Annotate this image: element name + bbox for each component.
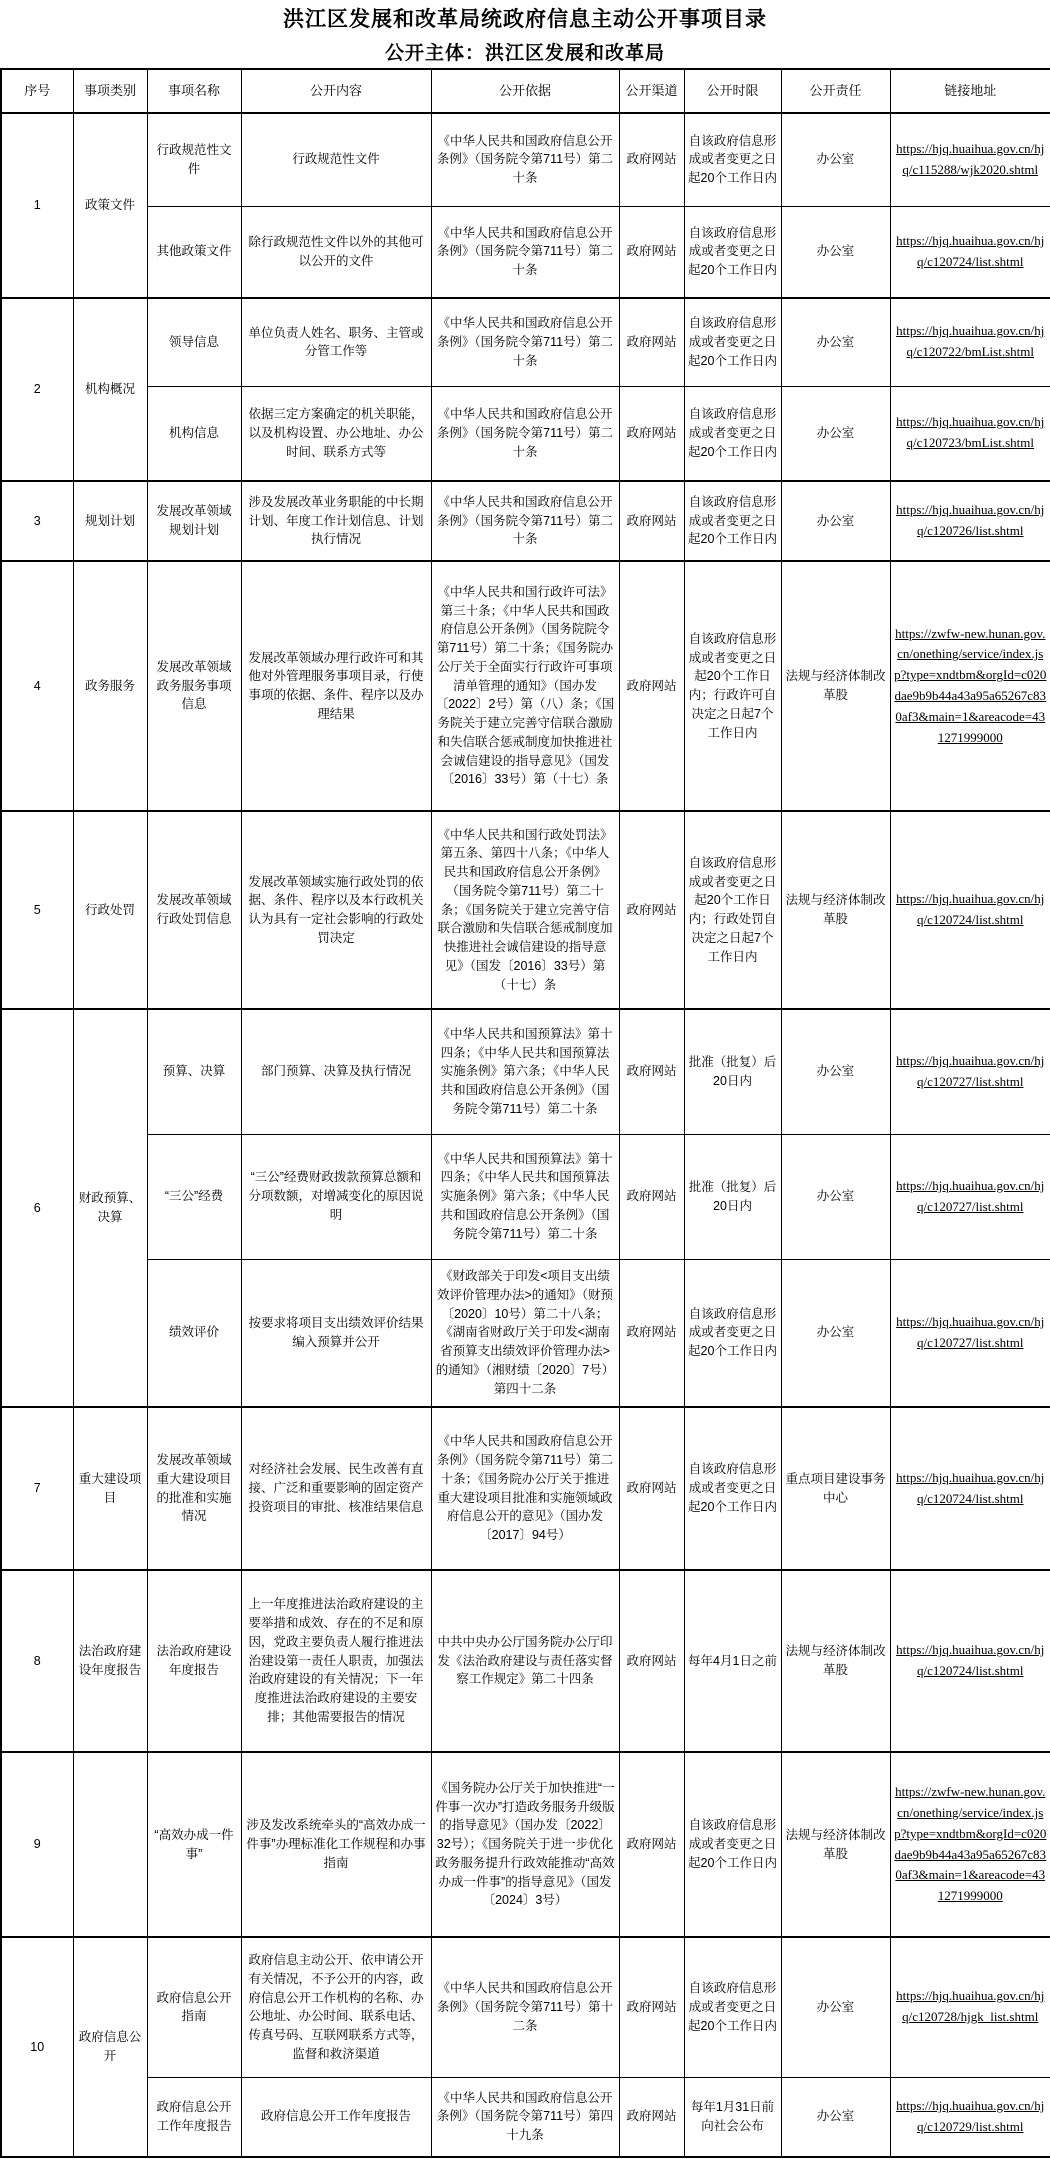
cell-basis: 中共中央办公厅国务院办公厅印发《法治政府建设与责任落实督察工作规定》第二十四条 — [431, 1570, 619, 1752]
cell-responsibility: 办公室 — [781, 1134, 890, 1259]
cell-content: 部门预算、决算及执行情况 — [241, 1009, 431, 1134]
table-row — [1, 386, 1050, 481]
col-header-serial: 序号 — [1, 69, 73, 113]
link-url[interactable]: https://hjq.huaihua.gov.cn/hjq/c120728/hjgk_list.shtml — [896, 1988, 1045, 2025]
cell-time-limit: 自该政府信息形成或者变更之日起20个工作日内 — [684, 481, 781, 561]
cell-serial: 1 — [1, 113, 73, 298]
link-url[interactable]: https://hjq.huaihua.gov.cn/hjq/c120724/list.shtml — [896, 1469, 1045, 1506]
cell-channel: 政府网站 — [619, 1407, 684, 1570]
cell-link — [890, 481, 1050, 561]
table-row — [1, 113, 1050, 206]
cell-item-name: “高效办成一件事” — [147, 1752, 241, 1937]
table-row — [1, 481, 1050, 561]
header-row — [1, 69, 1050, 113]
cell-category: 政府信息公开 — [73, 1937, 147, 2157]
cell-basis: 《中华人民共和国预算法》第十四条；《中华人民共和国预算法实施条例》第六条；《中华人民共和国政府信息公开条例》（国务院令第711号）第二十条 — [431, 1134, 619, 1259]
cell-item-name: 发展改革领域规划计划 — [147, 481, 241, 561]
cell-time-limit: 每年1月31日前向社会公布 — [684, 2077, 781, 2157]
cell-responsibility: 办公室 — [781, 298, 890, 386]
cell-channel: 政府网站 — [619, 298, 684, 386]
link-url[interactable]: https://hjq.huaihua.gov.cn/hjq/c120724/list.shtml — [896, 891, 1045, 927]
cell-content: 上一年度推进法治政府建设的主要举措和成效、存在的不足和原因，党政主要负责人履行推进法治建设第一责任人职责，加强法治政府建设的有关情况；下一年度推进法治政府建设的主要安排；其他需要报告的情况 — [241, 1570, 431, 1752]
cell-item-name: 领导信息 — [147, 298, 241, 386]
cell-channel: 政府网站 — [619, 206, 684, 298]
cell-link — [890, 2077, 1050, 2157]
cell-content: 依据三定方案确定的机关职能，以及机构设置、办公地址、办公时间、联系方式等 — [241, 386, 431, 481]
cell-link — [890, 561, 1050, 811]
cell-channel: 政府网站 — [619, 2077, 684, 2157]
table-row — [1, 1937, 1050, 2077]
cell-item-name: 绩效评价 — [147, 1259, 241, 1407]
cell-content: 发展改革领域实施行政处罚的依据、条件、程序以及本行政机关认为具有一定社会影响的行政处罚决定 — [241, 811, 431, 1009]
cell-content: 对经济社会发展、民生改善有直接、广泛和重要影响的固定资产投资项目的审批、核准结果信息 — [241, 1407, 431, 1570]
cell-serial: 10 — [1, 1937, 73, 2157]
cell-category: 法治政府建设年度报告 — [73, 1570, 147, 1752]
cell-content: 行政规范性文件 — [241, 113, 431, 206]
cell-responsibility: 办公室 — [781, 1937, 890, 2077]
cell-category: 财政预算、决算 — [73, 1009, 147, 1407]
cell-content: 按要求将项目支出绩效评价结果编入预算并公开 — [241, 1259, 431, 1407]
cell-category — [73, 1752, 147, 1937]
cell-responsibility: 法规与经济体制改革股 — [781, 811, 890, 1009]
cell-serial: 2 — [1, 298, 73, 481]
cell-content: 涉及发改系统牵头的“高效办成一件事”办理标准化工作规程和办事指南 — [241, 1752, 431, 1937]
cell-channel: 政府网站 — [619, 1752, 684, 1937]
table-row — [1, 298, 1050, 386]
cell-serial: 8 — [1, 1570, 73, 1752]
cell-item-name: 机构信息 — [147, 386, 241, 481]
cell-time-limit: 自该政府信息形成或者变更之日起20个工作日内 — [684, 113, 781, 206]
cell-channel: 政府网站 — [619, 481, 684, 561]
col-header-content: 公开内容 — [241, 69, 431, 113]
link-url[interactable]: https://hjq.huaihua.gov.cn/hjq/c120722/bmList.shtml — [896, 323, 1045, 360]
cell-responsibility: 办公室 — [781, 2077, 890, 2157]
cell-responsibility: 法规与经济体制改革股 — [781, 561, 890, 811]
cell-channel: 政府网站 — [619, 113, 684, 206]
table-row — [1, 1009, 1050, 1134]
cell-responsibility: 法规与经济体制改革股 — [781, 1570, 890, 1752]
cell-category: 政务服务 — [73, 561, 147, 811]
cell-responsibility: 办公室 — [781, 386, 890, 481]
cell-basis: 《中华人民共和国预算法》第十四条；《中华人民共和国预算法实施条例》第六条；《中华人民共和国政府信息公开条例》（国务院令第711号）第二十条 — [431, 1009, 619, 1134]
cell-channel: 政府网站 — [619, 561, 684, 811]
col-header-link: 链接地址 — [890, 69, 1050, 113]
cell-time-limit: 自该政府信息形成或者变更之日起20个工作日内 — [684, 206, 781, 298]
cell-responsibility: 办公室 — [781, 481, 890, 561]
cell-basis: 《中华人民共和国政府信息公开条例》（国务院令第711号）第二十条 — [431, 386, 619, 481]
cell-channel: 政府网站 — [619, 1937, 684, 2077]
link-url[interactable]: https://hjq.huaihua.gov.cn/hjq/c120729/list.shtml — [896, 2097, 1045, 2134]
cell-serial: 3 — [1, 481, 73, 561]
cell-basis: 《中华人民共和国行政处罚法》第五条、第四十八条；《中华人民共和国政府信息公开条例》（国务院令第711号）第二十条；《国务院关于建立完善守信联合激励和失信联合惩戒制度加快推进社会诚信建设的指导意见》（国发〔2016〕33号）第（十七）条 — [431, 811, 619, 1009]
cell-link — [890, 298, 1050, 386]
col-header-item-name: 事项名称 — [147, 69, 241, 113]
cell-serial: 9 — [1, 1752, 73, 1937]
cell-item-name: 政府信息公开指南 — [147, 1937, 241, 2077]
cell-content: 政府信息公开工作年度报告 — [241, 2077, 431, 2157]
cell-time-limit: 自该政府信息形成或者变更之日起20个工作日内 — [684, 1937, 781, 2077]
cell-item-name: 行政规范性文 件 — [147, 113, 241, 206]
cell-item-name: 发展改革领域行政处罚信息 — [147, 811, 241, 1009]
cell-link — [890, 386, 1050, 481]
cell-time-limit: 自该政府信息形成或者变更之日起20个工作日内；行政许可自决定之日起7个工作日内 — [684, 561, 781, 811]
cell-time-limit: 自该政府信息形成或者变更之日起20个工作日内 — [684, 1407, 781, 1570]
cell-basis: 《中华人民共和国政府信息公开条例》（国务院令第711号）第二十条 — [431, 298, 619, 386]
link-url[interactable]: https://hjq.huaihua.gov.cn/hjq/c120724/list.shtml — [896, 1642, 1045, 1678]
cell-basis: 《中华人民共和国政府信息公开条例》（国务院令第711号）第二十条 — [431, 206, 619, 298]
page-title: 洪江区发展和改革局统政府信息主动公开事项目录 — [283, 7, 767, 31]
cell-responsibility: 办公室 — [781, 206, 890, 298]
cell-channel: 政府网站 — [619, 1570, 684, 1752]
cell-serial: 7 — [1, 1407, 73, 1570]
cell-link — [890, 1570, 1050, 1752]
cell-time-limit: 每年4月1日之前 — [684, 1570, 781, 1752]
cell-item-name: 法治政府建设年度报告 — [147, 1570, 241, 1752]
cell-basis: 《中华人民共和国政府信息公开条例》（国务院令第711号）第二十条 — [431, 113, 619, 206]
cell-time-limit: 批准（批复）后20日内 — [684, 1134, 781, 1259]
link-url[interactable]: https://hjq.huaihua.gov.cn/hjq/c120727/list.shtml — [896, 1313, 1045, 1350]
cell-basis: 《中华人民共和国行政许可法》第三十条；《中华人民共和国政府信息公开条例》（国务院院令第711号）第二十条；《国务院办公厅关于全面实行行政许可事项清单管理的通知》（国办发〔2022〕2号）第（八）条；《国务院关于建立完善守信联合激励和失信联合惩戒制度加快推进社会诚信建设的指导意见》（国发〔2016〕33号）第（十七）条 — [431, 561, 619, 811]
cell-time-limit: 自该政府信息形成或者变更之日起20个工作日内 — [684, 1752, 781, 1937]
cell-link — [890, 206, 1050, 298]
table-row — [1, 561, 1050, 811]
cell-responsibility: 办公室 — [781, 1009, 890, 1134]
table-row — [1, 1259, 1050, 1407]
cell-time-limit: 自该政府信息形成或者变更之日起20个工作日内；行政处罚自决定之日起7个工作日内 — [684, 811, 781, 1009]
cell-channel: 政府网站 — [619, 811, 684, 1009]
cell-time-limit: 自该政府信息形成或者变更之日起20个工作日内 — [684, 386, 781, 481]
cell-time-limit: 批准（批复）后20日内 — [684, 1009, 781, 1134]
cell-basis: 《国务院办公厅关于加快推进“一件事一次办”打造政务服务升级版的指导意见》（国办发〔2022〕32号）；《国务院关于进一步优化政务服务提升行政效能推动“高效办成一件事”的指导意见》（国发〔2024〕3号） — [431, 1752, 619, 1937]
table-row — [1, 1407, 1050, 1570]
cell-basis: 《中华人民共和国政府信息公开条例》（国务院令第711号）第二十条 — [431, 481, 619, 561]
cell-content: 政府信息主动公开、依申请公开有关情况，不予公开的内容，政府信息公开工作机构的名称、办公地址、办公时间、联系电话、传真号码、互联网联系方式等，监督和救济渠道 — [241, 1937, 431, 2077]
cell-basis: 《中华人民共和国政府信息公开条例》（国务院令第711号）第二十条；《国务院办公厅关于推进重大建设项目批准和实施领域政府信息公开的意见》（国办发〔2017〕94号） — [431, 1407, 619, 1570]
col-header-category: 事项类别 — [73, 69, 147, 113]
cell-item-name: “三公”经费 — [147, 1134, 241, 1259]
link-url[interactable]: https://hjq.huaihua.gov.cn/hjq/c120726/list.shtml — [896, 502, 1045, 538]
cell-item-name: 预算、决算 — [147, 1009, 241, 1134]
cell-item-name: 其他政策文件 — [147, 206, 241, 298]
cell-time-limit: 自该政府信息形成或者变更之日起20个工作日内 — [684, 1259, 781, 1407]
cell-basis: 《中华人民共和国政府信息公开条例》（国务院令第711号）第四十九条 — [431, 2077, 619, 2157]
cell-responsibility: 办公室 — [781, 1259, 890, 1407]
cell-link — [890, 113, 1050, 206]
cell-link — [890, 1407, 1050, 1570]
cell-channel: 政府网站 — [619, 1009, 684, 1134]
cell-link — [890, 1009, 1050, 1134]
cell-category: 重大建设项目 — [73, 1407, 147, 1570]
cell-link — [890, 1937, 1050, 2077]
cell-content: 发展改革领域办理行政许可和其他对外管理服务事项目录，行使事项的依据、条件、程序以及办理结果 — [241, 561, 431, 811]
cell-channel: 政府网站 — [619, 386, 684, 481]
cell-category: 行政处罚 — [73, 811, 147, 1009]
link-url[interactable]: https://hjq.huaihua.gov.cn/hjq/c120723/bmList.shtml — [896, 414, 1045, 451]
table-row — [1, 1752, 1050, 1937]
cell-content: 涉及发展改革业务职能的中长期计划、年度工作计划信息、计划执行情况 — [241, 481, 431, 561]
cell-channel: 政府网站 — [619, 1259, 684, 1407]
col-header-basis: 公开依据 — [431, 69, 619, 113]
cell-serial: 5 — [1, 811, 73, 1009]
cell-responsibility: 法规与经济体制改革股 — [781, 1752, 890, 1937]
cell-category: 政策文件 — [73, 113, 147, 298]
cell-responsibility: 重点项目建设事务中心 — [781, 1407, 890, 1570]
table-row — [1, 206, 1050, 298]
cell-time-limit: 自该政府信息形成或者变更之日起20个工作日内 — [684, 298, 781, 386]
cell-content: 除行政规范性文件以外的其他可以公开的文件 — [241, 206, 431, 298]
cell-serial: 4 — [1, 561, 73, 811]
col-header-time-limit: 公开时限 — [684, 69, 781, 113]
table-row — [1, 2077, 1050, 2157]
disclosure-table — [0, 68, 1050, 2158]
cell-content: 单位负责人姓名、职务、主管或分管工作等 — [241, 298, 431, 386]
cell-item-name: 发展改革领域重大建设项目的批准和实施情况 — [147, 1407, 241, 1570]
table-row — [1, 811, 1050, 1009]
cell-basis: 《财政部关于印发<项目支出绩效评价管理办法>的通知》（财预〔2020〕10号）第二十八条；《湖南省财政厅关于印发<湖南省预算支出绩效评价管理办法>的通知》（湘财绩〔2020〕7号）第四十二条 — [431, 1259, 619, 1407]
cell-category: 机构概况 — [73, 298, 147, 481]
link-url[interactable]: https://zwfw-new.hunan.gov.cn/onething/service/index.jsp?type=xndtbm&orgId=c020dae9b9b44a43a95a65267c830af3&main=1&areacode=431271999000 — [894, 1784, 1047, 1904]
cell-category: 规划计划 — [73, 481, 147, 561]
cell-item-name: 发展改革领域政务服务事项信息 — [147, 561, 241, 811]
cell-link — [890, 1259, 1050, 1407]
col-header-responsibility: 公开责任 — [781, 69, 890, 113]
cell-responsibility: 办公室 — [781, 113, 890, 206]
cell-content: “三公”经费财政拨款预算总额和分项数额，对增减变化的原因说明 — [241, 1134, 431, 1259]
cell-serial: 6 — [1, 1009, 73, 1407]
table-row — [1, 1134, 1050, 1259]
col-header-channel: 公开渠道 — [619, 69, 684, 113]
table-row — [1, 1570, 1050, 1752]
link-url[interactable]: https://hjq.huaihua.gov.cn/hjq/c115288/wjk2020.shtml — [896, 140, 1045, 177]
disclosure-subject: 公开主体：洪江区发展和改革局 — [384, 43, 665, 64]
cell-link — [890, 1752, 1050, 1937]
cell-basis: 《中华人民共和国政府信息公开条例》（国务院令第711号）第十二条 — [431, 1937, 619, 2077]
link-url[interactable]: https://zwfw-new.hunan.gov.cn/onething/service/index.jsp?type=xndtbm&orgId=c020dae9b9b44a43a95a65267c830af3&main=1&areacode=431271999000 — [894, 625, 1047, 745]
link-url[interactable]: https://hjq.huaihua.gov.cn/hjq/c120724/list.shtml — [896, 232, 1045, 269]
cell-link — [890, 811, 1050, 1009]
cell-item-name: 政府信息公开工作年度报告 — [147, 2077, 241, 2157]
cell-channel: 政府网站 — [619, 1134, 684, 1259]
link-url[interactable]: https://hjq.huaihua.gov.cn/hjq/c120727/list.shtml — [896, 1052, 1045, 1089]
link-url[interactable]: https://hjq.huaihua.gov.cn/hjq/c120727/list.shtml — [896, 1177, 1045, 1214]
cell-link — [890, 1134, 1050, 1259]
